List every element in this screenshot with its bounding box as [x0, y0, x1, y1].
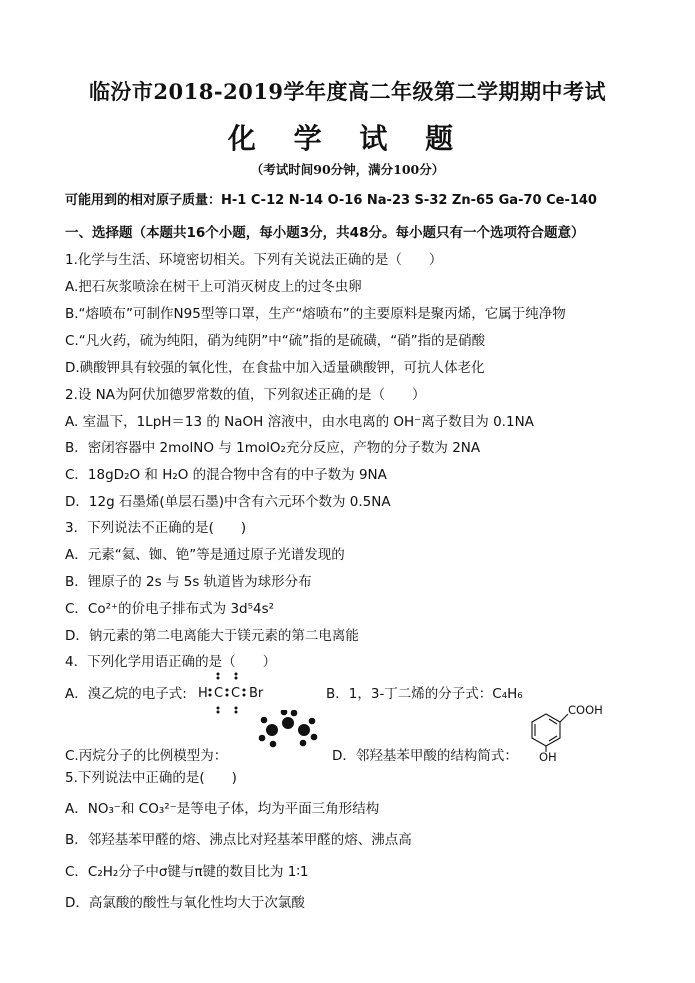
- formula-h: H: [198, 686, 208, 701]
- question-4-option-b: B．1，3-丁二烯的分子式：C₄H₆: [326, 686, 523, 702]
- formula-br: Br: [249, 686, 264, 701]
- question-1-option-c: C.“凡火药，硫为纯阳，硝为纯阴”中“硫”指的是硫磺，“硝”指的是硝酸: [65, 333, 486, 349]
- question-2-option-b: B．密闭容器中 2molNO 与 1molO₂充分反应，产物的分子数为 2NA: [65, 440, 481, 456]
- question-5-option-b: B．邻羟基苯甲醛的熔、沸点比对羟基苯甲醛的熔、沸点高: [65, 832, 412, 848]
- question-5-stem: 5.下列说法中正确的是( ): [65, 770, 237, 786]
- subject-title: 化 学 试 题: [227, 122, 468, 155]
- question-3-option-a: A．元素“氦、铷、铯”等是通过原子光谱发现的: [65, 547, 345, 563]
- question-4-option-c: C.丙烷分子的比例模型为：: [65, 748, 228, 764]
- question-3-option-d: D．钠元素的第二电离能大于镁元素的第二电离能: [65, 628, 359, 644]
- question-3-stem: 3．下列说法不正确的是( ): [65, 520, 247, 536]
- question-2-stem: 2.设 NA为阿伏加德罗常数的值，下列叙述正确的是（ ）: [65, 387, 426, 403]
- question-5-option-c: C．C₂H₂分子中σ键与π键的数目比为 1∶1: [65, 864, 309, 880]
- question-3-option-b: B．锂原子的 2s 与 5s 轨道皆为球形分布: [65, 574, 312, 590]
- question-4-option-d: D．邻羟基苯甲酸的结构简式：: [332, 748, 518, 764]
- question-2-option-c: C．18gD₂O 和 H₂O 的混合物中含有的中子数为 9NA: [65, 467, 387, 483]
- exam-info: （考试时间90分钟，满分100分）: [250, 162, 445, 177]
- hydroxybenzoic-acid-structure: [516, 702, 608, 762]
- structure-cooh: COOH: [568, 703, 603, 717]
- question-1-option-a: A.把石灰浆喷涂在树干上可消灭树皮上的过冬虫卵: [65, 279, 362, 295]
- question-5-option-a: A．NO₃⁻和 CO₃²⁻是等电子体，均为平面三角形结构: [65, 801, 380, 817]
- question-3-option-c: C．Co²⁺的价电子排布式为 3d⁵4s²: [65, 601, 275, 617]
- exam-title: 临汾市2018-2019学年度高二年级第二学期期中考试: [88, 79, 607, 104]
- question-2-option-d: D．12g 石墨烯(单层石墨)中含有六元环个数为 0.5NA: [65, 494, 391, 510]
- question-4-stem: 4．下列化学用语正确的是（ ）: [65, 654, 277, 670]
- structure-oh: OH: [539, 750, 557, 762]
- formula-c2: C: [231, 686, 241, 701]
- question-2-option-a: A. 室温下，1LpH＝13 的 NaOH 溶液中，由水电离的 OH⁻离子数目为 0.1NA: [65, 414, 534, 430]
- formula-c1: C: [214, 686, 224, 701]
- section-heading: 一、选择题（本题共16个小题，每小题3分，共48分。每小题只有一个选项符合题意）: [65, 225, 585, 241]
- question-5-option-d: D．高氯酸的酸性与氧化性均大于次氯酸: [65, 895, 305, 911]
- propane-model-image: [258, 710, 318, 752]
- question-4-option-a: A．溴乙烷的电子式:: [65, 686, 187, 702]
- question-1-option-b: B.“熔喷布”可制作N95型等口罩，生产“熔喷布”的主要原料是聚丙烯，它属于纯净物: [65, 306, 566, 322]
- question-1-option-d: D.碘酸钾具有较强的氧化性，在食盐中加入适量碘酸钾，可抗人体老化: [65, 360, 485, 376]
- question-1-stem: 1.化学与生活、环境密切相关。下列有关说法正确的是（ ）: [65, 252, 443, 268]
- atomic-masses: 可能用到的相对原子质量：H-1 C-12 N-14 O-16 Na-23 S-32 Zn-65 Ga-70 Ce-140: [65, 193, 597, 208]
